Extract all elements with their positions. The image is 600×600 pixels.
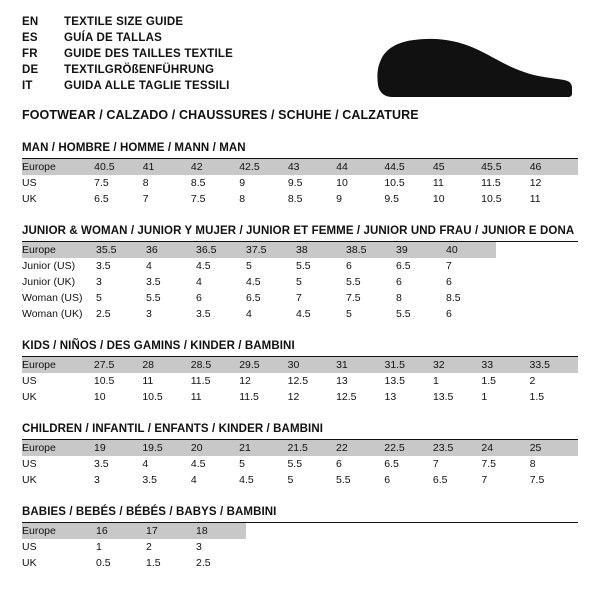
size-cell: 43	[288, 159, 336, 175]
size-cell: 3	[94, 474, 100, 486]
size-cell: 42.5	[239, 159, 288, 175]
language-code: FR	[22, 48, 38, 60]
size-cell: 18	[196, 523, 246, 539]
size-cell: 3.5	[196, 308, 211, 320]
size-section	[22, 423, 578, 488]
page-header	[22, 16, 578, 122]
size-cell: 11	[529, 193, 541, 205]
table-row	[22, 159, 578, 175]
size-cell: 3	[146, 308, 152, 320]
size-cell: 13	[384, 391, 397, 403]
size-cell: 21.5	[287, 440, 336, 456]
size-cell: 25	[530, 440, 578, 456]
size-cell: 5.5	[287, 458, 303, 470]
language-label: TEXTILE SIZE GUIDE	[64, 16, 184, 28]
size-cell: 33	[481, 357, 529, 373]
size-cell: 13	[336, 375, 348, 387]
size-cell: 11.5	[239, 391, 259, 403]
size-cell: 38	[296, 242, 346, 258]
size-cell: 4	[146, 260, 152, 272]
row-label: UK	[22, 193, 37, 205]
size-cell: 9.5	[384, 193, 399, 205]
size-cell: 6.5	[396, 260, 411, 272]
row-label: UK	[22, 391, 37, 403]
size-cell: 10	[93, 391, 106, 403]
size-cell: 6	[384, 474, 391, 486]
size-cell: 6.5	[384, 458, 399, 470]
size-section	[22, 142, 578, 207]
row-label: Junior (US)	[22, 260, 76, 272]
table-row	[22, 523, 246, 539]
size-cell: 16	[96, 523, 146, 539]
size-cell: 44.5	[384, 159, 433, 175]
row-label: Woman (UK)	[22, 308, 83, 320]
size-table	[22, 523, 246, 571]
size-cell: 3	[196, 541, 202, 553]
table-row	[22, 539, 246, 555]
row-label: Europe	[22, 523, 96, 539]
language-code: EN	[22, 16, 39, 28]
size-cell: 8	[239, 193, 246, 205]
table-row	[22, 555, 246, 571]
size-cell: 5	[246, 260, 252, 272]
size-cell: 24	[481, 440, 529, 456]
table-row	[22, 191, 578, 207]
row-label: UK	[22, 474, 37, 486]
size-cell: 27.5	[94, 357, 142, 373]
size-cell: 4.5	[246, 276, 261, 288]
size-cell: 1.5	[529, 391, 545, 403]
size-table	[22, 242, 496, 322]
table-row	[22, 175, 578, 191]
size-cell: 7	[481, 474, 488, 486]
size-cell: 6	[346, 260, 352, 272]
size-cell: 4	[190, 474, 197, 486]
size-table	[22, 440, 578, 488]
table-row	[22, 242, 496, 258]
size-cell: 3.5	[142, 474, 157, 486]
category-title: FOOTWEAR / CALZADO / CHAUSSURES / SCHUHE / CALZATURE	[22, 108, 419, 122]
size-cell: 3.5	[94, 458, 109, 470]
language-code: IT	[22, 80, 33, 92]
size-cell: 32	[433, 357, 481, 373]
table-row	[22, 373, 578, 389]
section-title: JUNIOR & WOMAN / JUNIOR Y MUJER / JUNIOR ET FEMME / JUNIOR UND FRAU / JUNIOR E DONA	[22, 225, 575, 237]
size-cell: 5	[239, 458, 246, 470]
size-cell: 5	[287, 474, 294, 486]
size-cell: 5.5	[346, 276, 361, 288]
size-cell: 7.5	[94, 177, 109, 189]
sections-root	[22, 142, 578, 571]
size-cell: 5	[346, 308, 352, 320]
language-code: ES	[22, 32, 38, 44]
size-cell: 8.5	[446, 292, 461, 304]
size-cell: 29.5	[239, 357, 287, 373]
size-cell: 39	[396, 242, 446, 258]
size-cell: 36	[146, 242, 196, 258]
size-table	[22, 159, 578, 207]
dress-shoe-icon	[374, 22, 574, 102]
size-cell: 12.5	[287, 375, 309, 387]
size-section	[22, 506, 578, 571]
row-label: Junior (UK)	[22, 276, 76, 288]
section-title: BABIES / BEBÉS / BÉBÉS / BABYS / BAMBINI	[22, 506, 277, 518]
size-cell: 10.5	[384, 177, 405, 189]
size-cell: 23.5	[433, 440, 482, 456]
size-cell: 9	[239, 177, 246, 189]
size-cell: 5	[96, 292, 102, 304]
section-title: MAN / HOMBRE / HOMME / MANN / MAN	[22, 142, 246, 154]
size-cell: 40	[446, 242, 496, 258]
size-cell: 2	[529, 375, 536, 387]
size-cell: 11	[142, 375, 154, 387]
size-cell: 22	[336, 440, 384, 456]
size-cell: 4.5	[239, 474, 254, 486]
size-cell: 7.5	[190, 193, 206, 205]
size-table	[22, 357, 578, 405]
size-cell: 1	[481, 391, 488, 403]
size-cell: 22.5	[384, 440, 433, 456]
table-row	[22, 389, 578, 405]
size-cell: 40.5	[94, 159, 143, 175]
size-cell: 41	[143, 159, 191, 175]
size-cell: 35.5	[96, 242, 146, 258]
size-cell: 20	[191, 440, 239, 456]
table-row	[22, 274, 496, 290]
size-cell: 12.5	[336, 391, 357, 403]
row-label: Europe	[22, 357, 94, 373]
size-cell: 30	[288, 357, 336, 373]
size-cell: 12	[287, 391, 300, 403]
size-cell: 2	[146, 541, 152, 553]
size-cell: 7	[142, 193, 149, 205]
language-row	[22, 64, 233, 80]
size-cell: 2.5	[196, 557, 211, 569]
size-cell: 8	[529, 458, 536, 470]
section-title: CHILDREN / INFANTIL / ENFANTS / KINDER / BAMBINI	[22, 423, 324, 435]
size-cell: 2.5	[96, 308, 111, 320]
row-label: US	[22, 177, 37, 189]
size-cell: 10	[432, 193, 445, 205]
size-cell: 6.5	[246, 292, 261, 304]
size-cell: 5.5	[146, 292, 161, 304]
size-cell: 12	[529, 177, 542, 189]
size-cell: 19	[94, 440, 142, 456]
row-label: Woman (US)	[22, 292, 83, 304]
size-cell: 3.5	[96, 260, 111, 272]
size-cell: 7	[296, 292, 302, 304]
size-cell: 7	[446, 260, 452, 272]
size-section	[22, 340, 578, 405]
size-cell: 4	[142, 458, 149, 470]
row-label: US	[22, 458, 37, 470]
table-row	[22, 440, 578, 456]
size-cell: 11.5	[481, 177, 501, 189]
size-cell: 28	[142, 357, 190, 373]
size-cell: 4.5	[196, 260, 211, 272]
size-cell: 9	[336, 193, 342, 205]
size-cell: 8.5	[287, 193, 303, 205]
size-cell: 7.5	[481, 458, 497, 470]
language-row	[22, 32, 233, 48]
size-cell: 11	[432, 177, 444, 189]
size-cell: 6	[446, 276, 452, 288]
row-label: UK	[22, 557, 37, 569]
size-cell: 8.5	[190, 177, 206, 189]
size-cell: 9.5	[287, 177, 303, 189]
size-cell: 5	[296, 276, 302, 288]
size-cell: 31.5	[385, 357, 433, 373]
size-cell: 31	[336, 357, 384, 373]
size-cell: 1.5	[481, 375, 496, 387]
size-cell: 8	[142, 177, 149, 189]
size-cell: 21	[239, 440, 287, 456]
size-cell: 6.5	[94, 193, 109, 205]
table-row	[22, 357, 578, 373]
size-cell: 6	[336, 458, 342, 470]
size-cell: 36.5	[196, 242, 246, 258]
table-row	[22, 472, 578, 488]
size-cell: 6	[396, 276, 402, 288]
size-cell: 13.5	[432, 391, 454, 403]
size-cell: 44	[336, 159, 384, 175]
size-cell: 10.5	[142, 391, 163, 403]
size-cell: 4.5	[190, 458, 206, 470]
language-row	[22, 48, 233, 64]
size-cell: 13.5	[384, 375, 405, 387]
size-cell: 3	[96, 276, 102, 288]
section-title: KIDS / NIÑOS / DES GAMINS / KINDER / BAMBINI	[22, 340, 295, 352]
size-section	[22, 225, 578, 322]
size-cell: 5.5	[396, 308, 411, 320]
language-row	[22, 16, 233, 32]
language-label: GUIDA ALLE TAGLIE TESSILI	[64, 80, 230, 92]
size-cell: 11.5	[190, 375, 211, 387]
size-cell: 1.5	[146, 557, 161, 569]
size-cell: 45.5	[481, 159, 530, 175]
size-cell: 5.5	[296, 260, 311, 272]
size-cell: 6.5	[432, 474, 448, 486]
size-cell: 4	[246, 308, 252, 320]
size-cell: 28.5	[191, 357, 239, 373]
language-label: GUIDE DES TAILLES TEXTILE	[64, 48, 233, 60]
size-cell: 10.5	[93, 375, 115, 387]
size-cell: 5.5	[336, 474, 351, 486]
size-cell: 6	[446, 308, 452, 320]
size-cell: 46	[530, 159, 578, 175]
language-label: TEXTILGRÖßENFÜHRUNG	[64, 64, 215, 76]
row-label: Europe	[22, 440, 94, 456]
table-row	[22, 290, 496, 306]
row-label: US	[22, 375, 37, 387]
size-cell: 10	[336, 177, 348, 189]
size-cell: 0.5	[96, 557, 111, 569]
table-row	[22, 306, 496, 322]
size-cell: 11	[190, 391, 202, 403]
size-cell: 3.5	[146, 276, 161, 288]
size-cell: 4.5	[296, 308, 311, 320]
language-code: DE	[22, 64, 39, 76]
size-cell: 7.5	[529, 474, 545, 486]
size-cell: 33.5	[530, 357, 579, 373]
size-cell: 6	[196, 292, 202, 304]
size-cell: 1	[96, 541, 102, 553]
language-label: GUÍA DE TALLAS	[64, 32, 162, 44]
size-cell: 8	[396, 292, 402, 304]
size-cell: 42	[191, 159, 239, 175]
language-list	[22, 16, 233, 96]
size-cell: 1	[432, 375, 439, 387]
size-cell: 10.5	[481, 193, 502, 205]
size-cell: 19.5	[142, 440, 191, 456]
table-row	[22, 456, 578, 472]
row-label: Europe	[22, 242, 96, 258]
size-cell: 37.5	[246, 242, 296, 258]
size-cell: 4	[196, 276, 202, 288]
language-row	[22, 80, 233, 96]
size-cell: 7	[432, 458, 439, 470]
size-cell: 7.5	[346, 292, 361, 304]
size-cell: 12	[239, 375, 251, 387]
size-cell: 45	[433, 159, 481, 175]
row-label: US	[22, 541, 37, 553]
row-label: Europe	[22, 159, 94, 175]
size-cell: 38.5	[346, 242, 396, 258]
table-row	[22, 258, 496, 274]
size-cell: 17	[146, 523, 196, 539]
